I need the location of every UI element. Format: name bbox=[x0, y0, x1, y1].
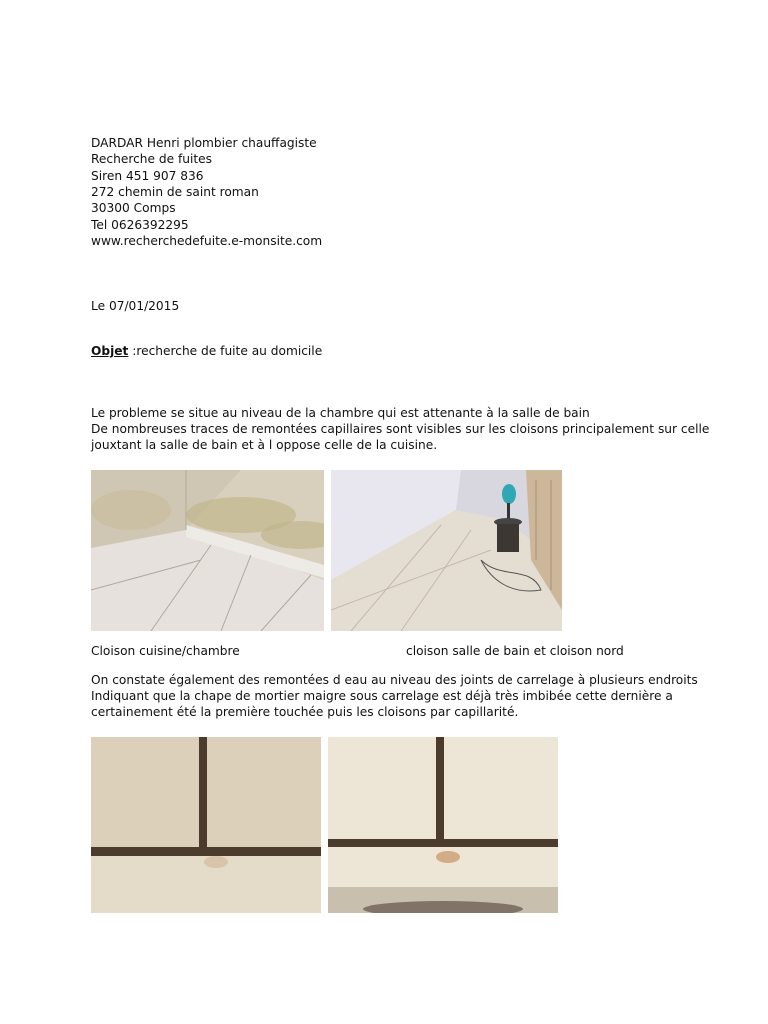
subject-label: Objet bbox=[91, 344, 129, 358]
caption-photo-1: Cloison cuisine/chambre bbox=[91, 644, 240, 658]
author-phone: Tel 0626392295 bbox=[91, 218, 189, 232]
author-city: 30300 Comps bbox=[91, 201, 176, 215]
author-website: www.recherchedefuite.e-monsite.com bbox=[91, 234, 323, 248]
subject-line bbox=[91, 343, 322, 359]
paragraph-line: certainement été la première touchée puis les cloisons par capillarité. bbox=[91, 705, 519, 719]
photo-cloison-cuisine bbox=[91, 470, 324, 631]
author-activity: Recherche de fuites bbox=[91, 152, 213, 166]
paragraph-line: jouxtant la salle de bain et à l oppose celle de la cuisine. bbox=[91, 438, 438, 452]
author-name: DARDAR Henri plombier chauffagiste bbox=[91, 136, 317, 150]
letter-date: Le 07/01/2015 bbox=[91, 299, 180, 313]
author-street: 272 chemin de saint roman bbox=[91, 185, 259, 199]
photo-joints-carrelage-1 bbox=[91, 737, 321, 913]
paragraph-line: Indiquant que la chape de mortier maigre sous carrelage est déjà très imbibée cette dernière a bbox=[91, 689, 673, 703]
subject-text: :recherche de fuite au domicile bbox=[128, 344, 323, 358]
paragraph-line: On constate également des remontées d eau au niveau des joints de carrelage à plusieurs endroits bbox=[91, 673, 698, 687]
photo-cloison-salle-de-bain bbox=[331, 470, 562, 631]
photo-joints-carrelage-2 bbox=[328, 737, 558, 913]
author-siren: Siren 451 907 836 bbox=[91, 169, 204, 183]
paragraph-line: De nombreuses traces de remontées capillaires sont visibles sur les cloisons principalement sur celle bbox=[91, 422, 710, 436]
caption-photo-2: cloison salle de bain et cloison nord bbox=[406, 644, 624, 658]
paragraph-line: Le probleme se situe au niveau de la chambre qui est attenante à la salle de bain bbox=[91, 406, 590, 420]
